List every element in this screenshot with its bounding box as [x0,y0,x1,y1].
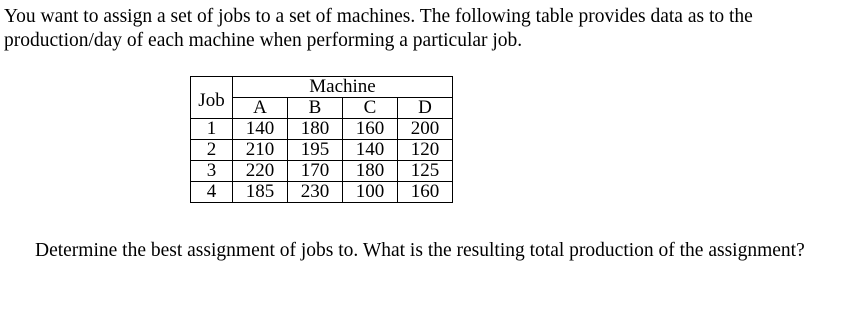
value-cell: 180 [343,161,398,182]
value-cell: 230 [288,182,343,203]
table-row [191,161,453,182]
production-table [190,76,453,203]
table-row [191,182,453,203]
value-cell: 100 [343,182,398,203]
machine-label: C [343,98,398,119]
value-cell: 160 [398,182,453,203]
intro-line-2: production/day of each machine when performing a particular job. [4,30,523,51]
table-row [191,119,453,140]
table-header-row [191,77,453,98]
intro-line-1: You want to assign a set of jobs to a set of machines. The following table provides data as to the [4,6,753,27]
job-cell: 1 [191,119,233,140]
job-cell: 2 [191,140,233,161]
value-cell: 140 [343,140,398,161]
value-cell: 210 [233,140,288,161]
machine-label: B [288,98,343,119]
value-cell: 185 [233,182,288,203]
machine-label: D [398,98,453,119]
value-cell: 140 [233,119,288,140]
value-cell: 170 [288,161,343,182]
job-column-header: Job [191,77,233,119]
value-cell: 125 [398,161,453,182]
machine-label: A [233,98,288,119]
table-row [191,140,453,161]
job-cell: 4 [191,182,233,203]
problem-intro [4,5,834,53]
value-cell: 220 [233,161,288,182]
job-cell: 3 [191,161,233,182]
value-cell: 180 [288,119,343,140]
value-cell: 160 [343,119,398,140]
value-cell: 195 [288,140,343,161]
value-cell: 120 [398,140,453,161]
machine-group-header: Machine [233,77,453,98]
value-cell: 200 [398,119,453,140]
question-text: Determine the best assignment of jobs to. What is the resulting total production of the assignment? [35,240,805,261]
